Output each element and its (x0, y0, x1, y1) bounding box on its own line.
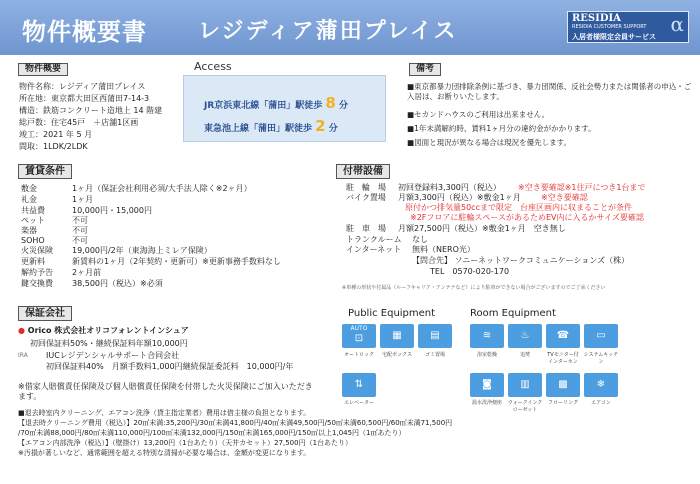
access-route-minutes: 2 (315, 117, 326, 135)
washlet-glyph: ◙ (482, 379, 492, 390)
rent-value: 1ヶ月 (72, 195, 94, 204)
intercom-icon (546, 324, 580, 348)
equipment-caption: エレベーター (343, 400, 374, 406)
guarantor-label: 保証会社 (18, 306, 72, 321)
rent-key: 解約予告 (21, 268, 53, 277)
facility-remark: ※2Fフロアに駐輪スペースがあるためEV内に入るかサイズ要確認 (410, 213, 644, 222)
footer-notes (18, 408, 688, 458)
document-title: 物件概要書 (22, 18, 147, 46)
rent-key: ペット (21, 216, 45, 225)
brand-logo (567, 11, 689, 43)
facility-footnote: ※車種の形状や付属品（ルーフキャリア・アンテナなど）により駐車ができない場合がございますのでご了承ください (342, 285, 606, 291)
footer-line: 【エアコン内部洗浄（税込）】（壁掛け）13,200円（1台あたり）（天井カセット）27,500円（1台あたり） (18, 439, 353, 447)
footer-line: ■退去時室内クリーニング、エアコン洗浄（貸主指定業者）費用は借主様の負担となります。 (18, 409, 311, 417)
note-item: ■図面と現況が異なる場合は現況を優先します。 (407, 138, 571, 147)
brand-sub: RESIDIA CUSTOMER SUPPORT (572, 24, 647, 30)
note-item: ■1年未満解約時、賃料1ヶ月分の違約金がかかります。 (407, 124, 596, 133)
overview-row: 構造：鉄筋コンクリート造地上 14 階建 (19, 106, 163, 115)
auto-lock-glyph: ⊡ (354, 333, 364, 344)
header-banner (0, 0, 700, 55)
orico-logo-text (18, 326, 189, 336)
bath-dryer-icon (470, 324, 504, 348)
reheat-glyph: ♨ (520, 330, 530, 341)
equipment-caption: ゴミ置場 (424, 352, 445, 358)
brand-alpha-mark: α (670, 12, 684, 36)
overview-row: 所在地：東京都大田区西蒲田7-14-3 (19, 94, 150, 103)
aircon-glyph: ❄ (596, 379, 606, 390)
equipment-caption: 温水洗浄便座 (471, 400, 502, 406)
rent-key: 更新料 (21, 257, 45, 266)
note-item: ■東京都暴力団排除条例に基づき、暴力団関係、反社会勢力または関係者の申込・ご入居は、お断りいたします。 (407, 82, 692, 101)
rent-key: 火災保険 (21, 246, 53, 255)
equipment-caption: オートロック (344, 352, 374, 358)
access-route (204, 94, 348, 112)
rent-key: 楽器 (21, 226, 37, 235)
facility-remark: ※空き要確認 (541, 193, 588, 202)
equipment-caption: システムキッチン (583, 352, 619, 365)
facility-key: トランクルーム (346, 235, 402, 244)
overview-row: 竣工：2021 年 5 月 (19, 130, 93, 139)
facility-remark: ※空き要確認※1住戸につき1台まで (518, 183, 646, 192)
footer-line: ※汚損が著しいなど、通常範囲を超える特別な清掃が必要な場合は、金額が変更になります。 (18, 449, 311, 457)
washlet-icon (470, 373, 504, 397)
rent-key: 敷金 (21, 184, 37, 193)
facility-key: 駐 輪 場 (346, 183, 386, 192)
rent-value: 新賃料の1ヶ月（2年契約・更新可）※更新事務手数料なし (72, 257, 281, 266)
guarantor-company1-fee: 初回保証料50%・継続保証料年額10,000円 (30, 339, 188, 348)
elevator-icon (342, 373, 376, 397)
rent-label: 賃貸条件 (18, 164, 72, 179)
garbage-icon (418, 324, 452, 348)
facility-key: インターネット (346, 245, 402, 254)
rent-value: 19,000円/2年（東海海上ミレア保険） (72, 246, 212, 255)
facility-value: なし (412, 235, 428, 244)
flooring-glyph: ▩ (558, 379, 568, 390)
rent-key: 礼金 (21, 195, 37, 204)
access-route-unit: 分 (328, 124, 338, 134)
equipment-caption: TVモニター付インターホン (547, 352, 579, 365)
facilities-label: 付帯設備 (336, 164, 390, 179)
rent-value: 不可 (72, 216, 88, 225)
equipment-caption: 浴室乾燥 (476, 352, 497, 358)
rent-value: 1ヶ月（保証会社利用必須/大手法人除く※2ヶ月） (72, 184, 252, 193)
delivery-box-glyph: ▦ (392, 330, 402, 341)
property-name: レジディア蒲田プレイス (198, 19, 458, 44)
closet-icon (508, 373, 542, 397)
ira-logo: IRA (18, 352, 28, 359)
closet-glyph: ▥ (520, 379, 530, 390)
guarantor-note: ※借家人賠償責任保険及び個人賠償責任保険を付帯した火災保険にご加入いただきます。 (18, 382, 313, 401)
brand-name: RESIDIA (572, 13, 621, 24)
access-route-text: JR京浜東北線「蒲田」駅徒歩 (204, 101, 323, 111)
public-equipment-title: Public Equipment (348, 308, 436, 319)
notes-block (403, 62, 694, 150)
brand-service: 入居者様限定会員サービス (572, 33, 656, 41)
access-route (204, 117, 338, 135)
note-item: ■セカンドハウスのご利用は出来ません。 (407, 110, 550, 119)
facility-value: 初回登録料3,300円（税込） (398, 183, 501, 192)
access-route-unit: 分 (339, 101, 349, 111)
elevator-glyph: ⇅ (354, 379, 364, 390)
equipment-caption: 宅配ボックス (382, 352, 412, 358)
equipment-caption: エアコン (591, 400, 611, 406)
facility-key: 駐 車 場 (346, 224, 386, 233)
rent-value: 不可 (72, 226, 88, 235)
rent-value: 不可 (72, 236, 88, 245)
overview-row: 総戸数：住宅45戸 ＋店舗1区画 (19, 118, 139, 127)
facility-value: 月額27,500円（税込）※敷金1ヶ月 空き無し (398, 224, 566, 233)
delivery-box-icon (380, 324, 414, 348)
equipment-caption: ウォークインクローゼット (507, 400, 543, 413)
system-kitchen-icon (584, 324, 618, 348)
flooring-icon (546, 373, 580, 397)
footer-line: 【退去時クリーニング費用（税込）】20㎡未満:35,200円/30㎡未満41,800円/40㎡未満49,500円/50㎡未満60,500円/60㎡未満71,500円 (18, 419, 453, 427)
reheat-icon (508, 324, 542, 348)
rent-value: 2ヶ月前 (72, 268, 102, 277)
orico-logo-icon: ● (18, 326, 25, 335)
auto-lock-icon (342, 324, 376, 348)
guarantor-company2: IUCレジデンシャルサポート合同会社 (46, 351, 180, 360)
overview-label: 物件概要 (18, 63, 68, 76)
facility-key: バイク置場 (346, 193, 386, 202)
overview-row: 間取：1LDK/2LDK (19, 142, 88, 151)
overview-row: 物件名称：レジディア蒲田プレイス (19, 82, 146, 91)
facility-value: 無料（NERO光） (412, 245, 475, 254)
facility-value: 月額3,300円（税込）※敷金1ヶ月 (398, 193, 521, 202)
aircon-icon (584, 373, 618, 397)
notes-label: 備考 (409, 63, 441, 76)
system-kitchen-glyph: ▭ (596, 330, 606, 341)
auto-lock-label: AUTO (350, 325, 368, 332)
access-route-text: 東急池上線「蒲田」駅徒歩 (204, 124, 313, 134)
rent-value: 10,000円・15,000円 (72, 206, 152, 215)
rent-key: SOHO (21, 236, 45, 245)
garbage-glyph: ▤ (430, 330, 440, 341)
equipment-caption: 追焚 (519, 352, 530, 358)
rent-key: 共益費 (21, 206, 45, 215)
rent-key: 鍵交換費 (21, 279, 53, 288)
facility-value: 【問合先】 ソニーネットワークコミュニケーションズ（株） (412, 256, 630, 265)
equipment-caption: フローリング (548, 400, 578, 406)
facility-value: TEL 0570-020-170 (430, 267, 510, 276)
intercom-glyph: ☎ (556, 330, 570, 341)
guarantor-company2-fee: 初回保証料40% 月額手数料1,000円継続保証委託料 10,000円/年 (46, 362, 294, 371)
bath-dryer-glyph: ≋ (482, 330, 492, 341)
footer-line: /70㎡未満88,000円/80㎡未満110,000円/100㎡未満132,000円/150㎡未満165,000円/150㎡以上1,045円（1㎡あたり） (18, 429, 406, 437)
facility-remark: 原付かつ排気量50ccまで限定 台座区画内に収まることが条件 (405, 203, 632, 212)
access-route-minutes: 8 (325, 94, 336, 112)
rent-value: 38,500円（税込）※必須 (72, 279, 163, 288)
guarantor-company1: Orico 株式会社オリコフォレントインシュア (27, 326, 189, 335)
access-title: Access (194, 60, 232, 73)
room-equipment-title: Room Equipment (470, 308, 556, 319)
